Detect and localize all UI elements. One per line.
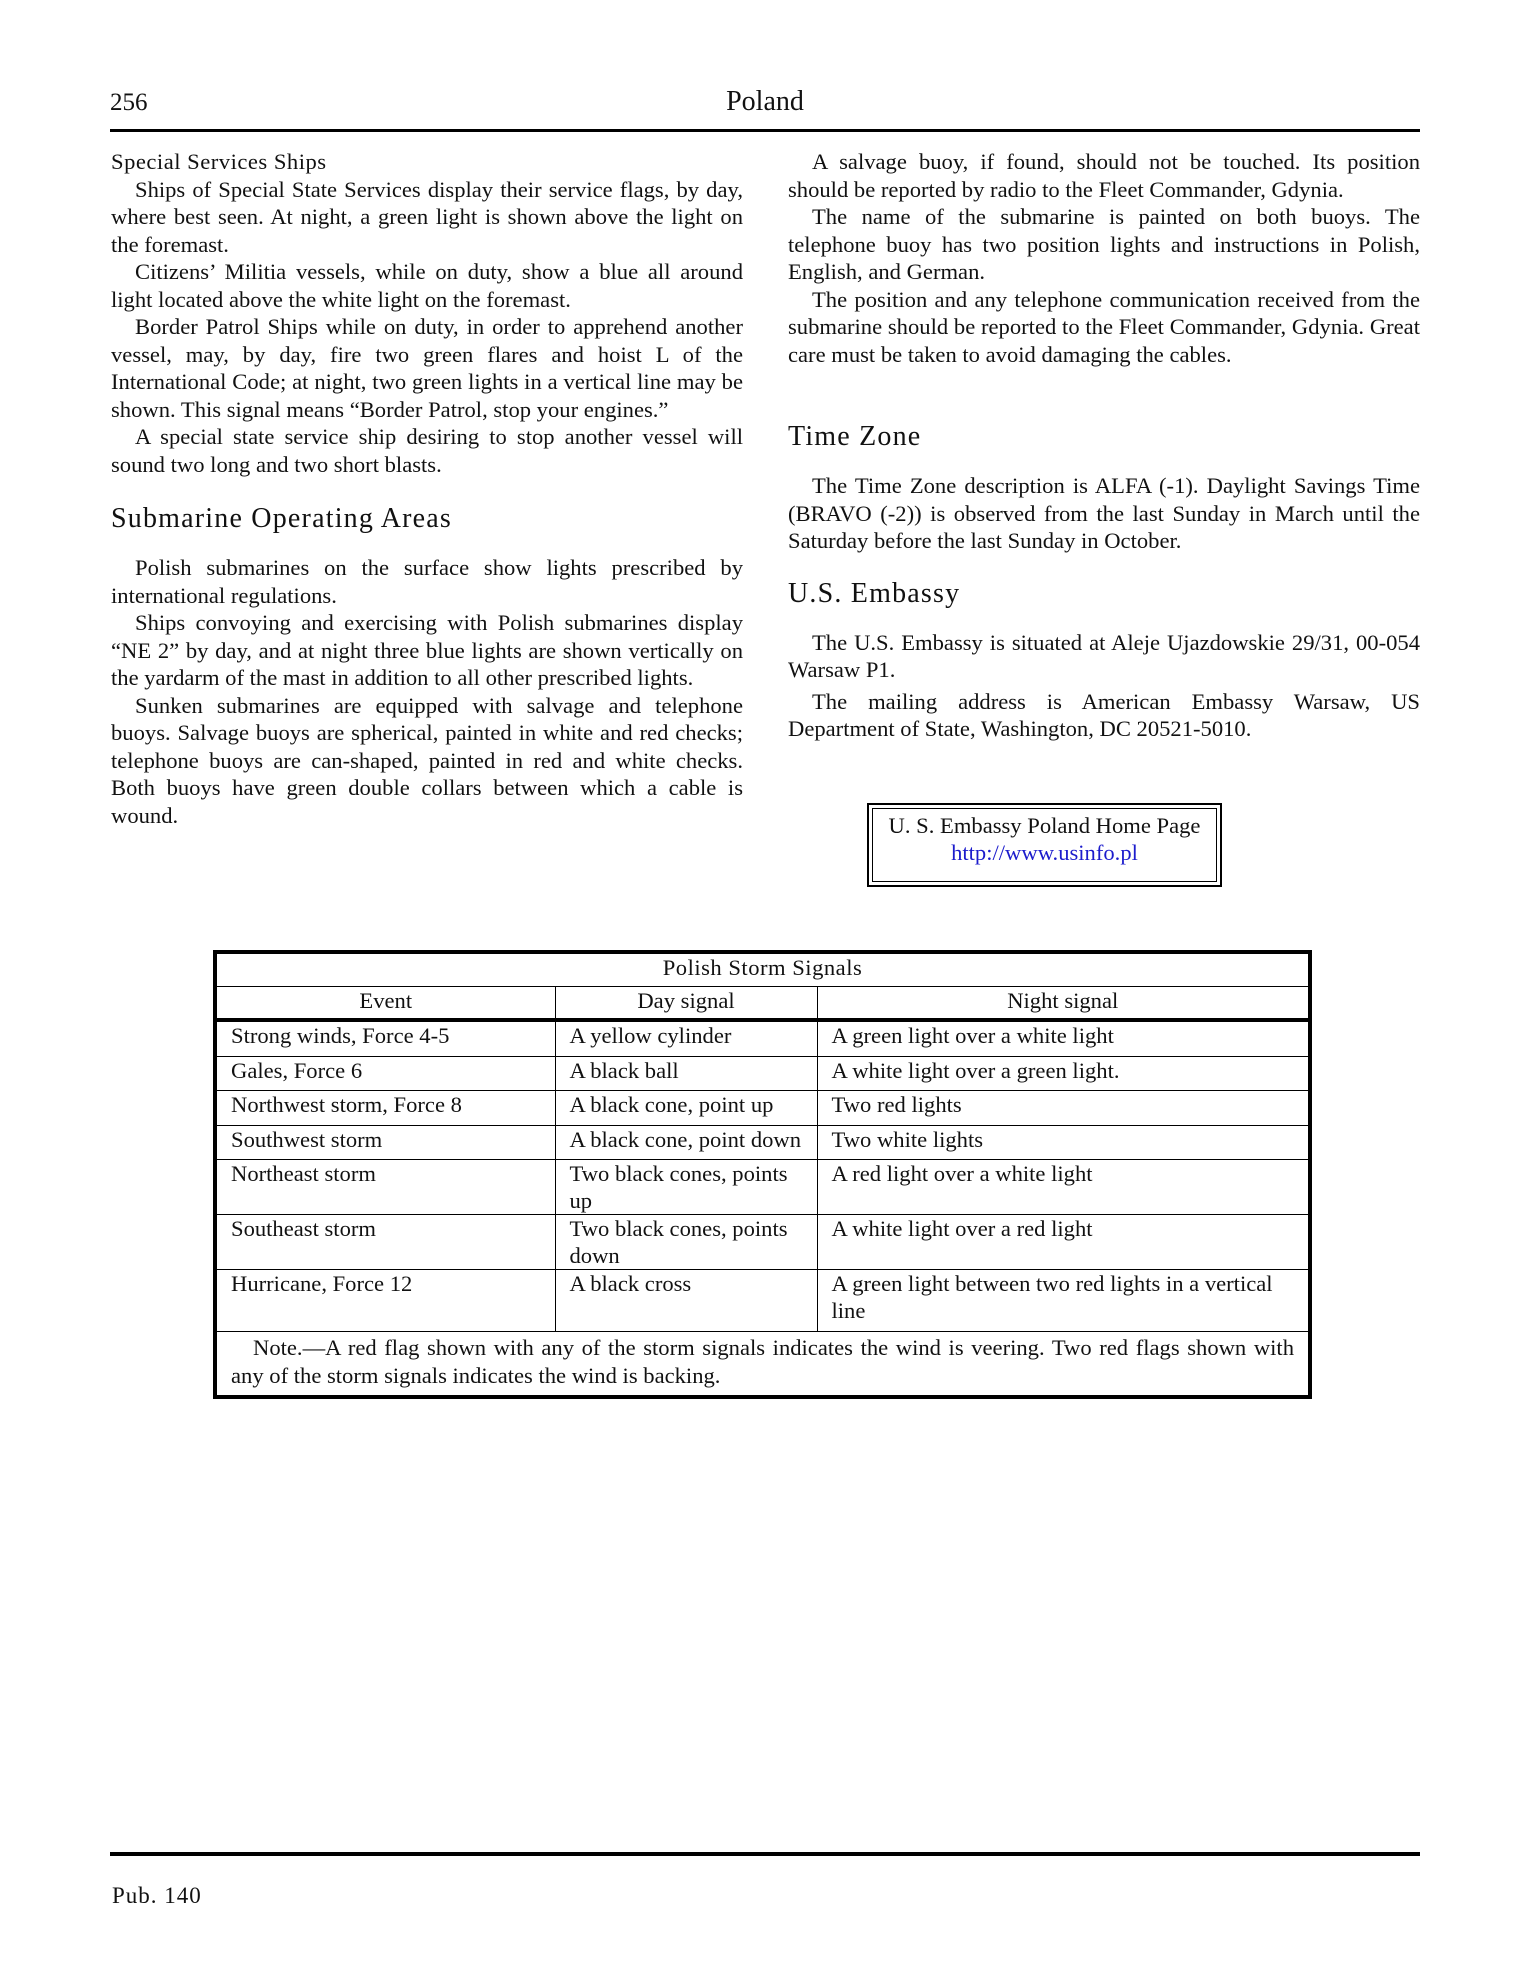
cell-night-signal: Two white lights xyxy=(817,1125,1308,1160)
footer-rule xyxy=(110,1852,1420,1856)
cell-event: Southwest storm xyxy=(217,1125,555,1160)
section-heading-special-services: Special Services Ships xyxy=(111,149,327,174)
table-row xyxy=(217,1215,1308,1270)
column-header-night-signal: Night signal xyxy=(817,987,1308,1021)
paragraph: The position and any telephone communication received from the submarine should be reported to the Fleet Commander, Gdynia. Great care must be taken to avoid damaging the cables. xyxy=(788,286,1420,367)
column-header-event: Event xyxy=(217,987,555,1021)
paragraph: The mailing address is American Embassy Warsaw, US Department of State, Washington, DC 20521-5010. xyxy=(788,688,1420,741)
cell-day-signal: A black cone, point up xyxy=(555,1091,817,1126)
paragraph: Citizens’ Militia vessels, while on duty, show a blue all around light located above the white light on the foremast. xyxy=(111,259,743,312)
storm-signals-table xyxy=(213,950,1312,1399)
cell-day-signal: A black ball xyxy=(555,1056,817,1091)
cell-event: Hurricane, Force 12 xyxy=(217,1270,555,1332)
left-column xyxy=(111,148,743,829)
header-rule xyxy=(110,129,1420,132)
cell-night-signal: A green light between two red lights in a vertical line xyxy=(817,1270,1308,1332)
table-row xyxy=(217,1125,1308,1160)
paragraph: Ships of Special State Services display their service flags, by day, where best seen. At night, a green light is shown above the light on the foremast. xyxy=(111,176,743,257)
cell-day-signal: Two black cones, points down xyxy=(555,1215,817,1270)
paragraph: A special state service ship desiring to stop another vessel will sound two long and two short blasts. xyxy=(111,424,743,477)
cell-event: Northwest storm, Force 8 xyxy=(217,1091,555,1126)
cell-night-signal: A white light over a red light xyxy=(817,1215,1308,1270)
cell-day-signal: Two black cones, points up xyxy=(555,1160,817,1215)
paragraph: Border Patrol Ships while on duty, in order to apprehend another vessel, may, by day, fire two green flares and hoist L of the International Code; at night, two green lights in a vertical line may be shown. This signal means “Border Patrol, stop your engines.” xyxy=(111,314,743,422)
embassy-homepage-inner xyxy=(872,808,1217,882)
column-header-day-signal: Day signal xyxy=(555,987,817,1021)
cell-event: Southeast storm xyxy=(217,1215,555,1270)
cell-night-signal: A white light over a green light. xyxy=(817,1056,1308,1091)
embassy-homepage-title: U. S. Embassy Poland Home Page xyxy=(888,813,1201,838)
section-heading-embassy: U.S. Embassy xyxy=(788,577,961,609)
cell-day-signal: A yellow cylinder xyxy=(555,1020,817,1056)
cell-night-signal: A red light over a white light xyxy=(817,1160,1308,1215)
table-row xyxy=(217,1020,1308,1056)
cell-event: Northeast storm xyxy=(217,1160,555,1215)
table-row xyxy=(217,1056,1308,1091)
section-heading-time-zone: Time Zone xyxy=(788,421,922,452)
paragraph: Sunken submarines are equipped with salvage and telephone buoys. Salvage buoys are spherical, painted in white and red checks; telephone buoys are can-shaped, painted in red and white checks. Both buoys have green double collars between which a cable is wound. xyxy=(111,692,743,828)
cell-day-signal: A black cross xyxy=(555,1270,817,1332)
cell-day-signal: A black cone, point down xyxy=(555,1125,817,1160)
table-row xyxy=(217,1160,1308,1215)
table-title: Polish Storm Signals xyxy=(217,954,1308,987)
section-heading-submarine: Submarine Operating Areas xyxy=(111,503,453,534)
paragraph: A salvage buoy, if found, should not be touched. Its position should be reported by radio to the Fleet Commander, Gdynia. xyxy=(788,149,1420,202)
embassy-homepage-box xyxy=(867,803,1222,887)
paragraph: The name of the submarine is painted on both buoys. The telephone buoy has two position lights and instructions in Polish, English, and German. xyxy=(788,204,1420,284)
right-column xyxy=(788,148,1420,743)
page-number: 256 xyxy=(110,89,148,116)
table-row xyxy=(217,1270,1308,1332)
paragraph: Ships convoying and exercising with Polish submarines display “NE 2” by day, and at night three blue lights are shown vertically on the yardarm of the mast in addition to all other prescribed lights. xyxy=(111,610,743,690)
table-row xyxy=(217,1091,1308,1126)
cell-event: Strong winds, Force 4-5 xyxy=(217,1020,555,1056)
cell-event: Gales, Force 6 xyxy=(217,1056,555,1091)
page-title: Poland xyxy=(726,86,804,117)
cell-night-signal: A green light over a white light xyxy=(817,1020,1308,1056)
paragraph: The Time Zone description is ALFA (-1). Daylight Savings Time (BRAVO (-2)) is observed from the last Sunday in March until the Saturday before the last Sunday in October. xyxy=(788,473,1420,553)
embassy-homepage-link[interactable]: http://www.usinfo.pl xyxy=(951,840,1138,865)
paragraph: The U.S. Embassy is situated at Aleje Ujazdowskie 29/31, 00-054 Warsaw P1. xyxy=(788,629,1420,682)
cell-night-signal: Two red lights xyxy=(817,1091,1308,1126)
publication-label: Pub. 140 xyxy=(112,1883,202,1908)
table-note-text: Note.—A red flag shown with any of the storm signals indicates the wind is veering. Two red flags shown with any of the storm signals indicates the wind is backing. xyxy=(231,1335,1294,1388)
table-note xyxy=(217,1332,1308,1396)
paragraph: Polish submarines on the surface show lights prescribed by international regulations. xyxy=(111,555,743,608)
